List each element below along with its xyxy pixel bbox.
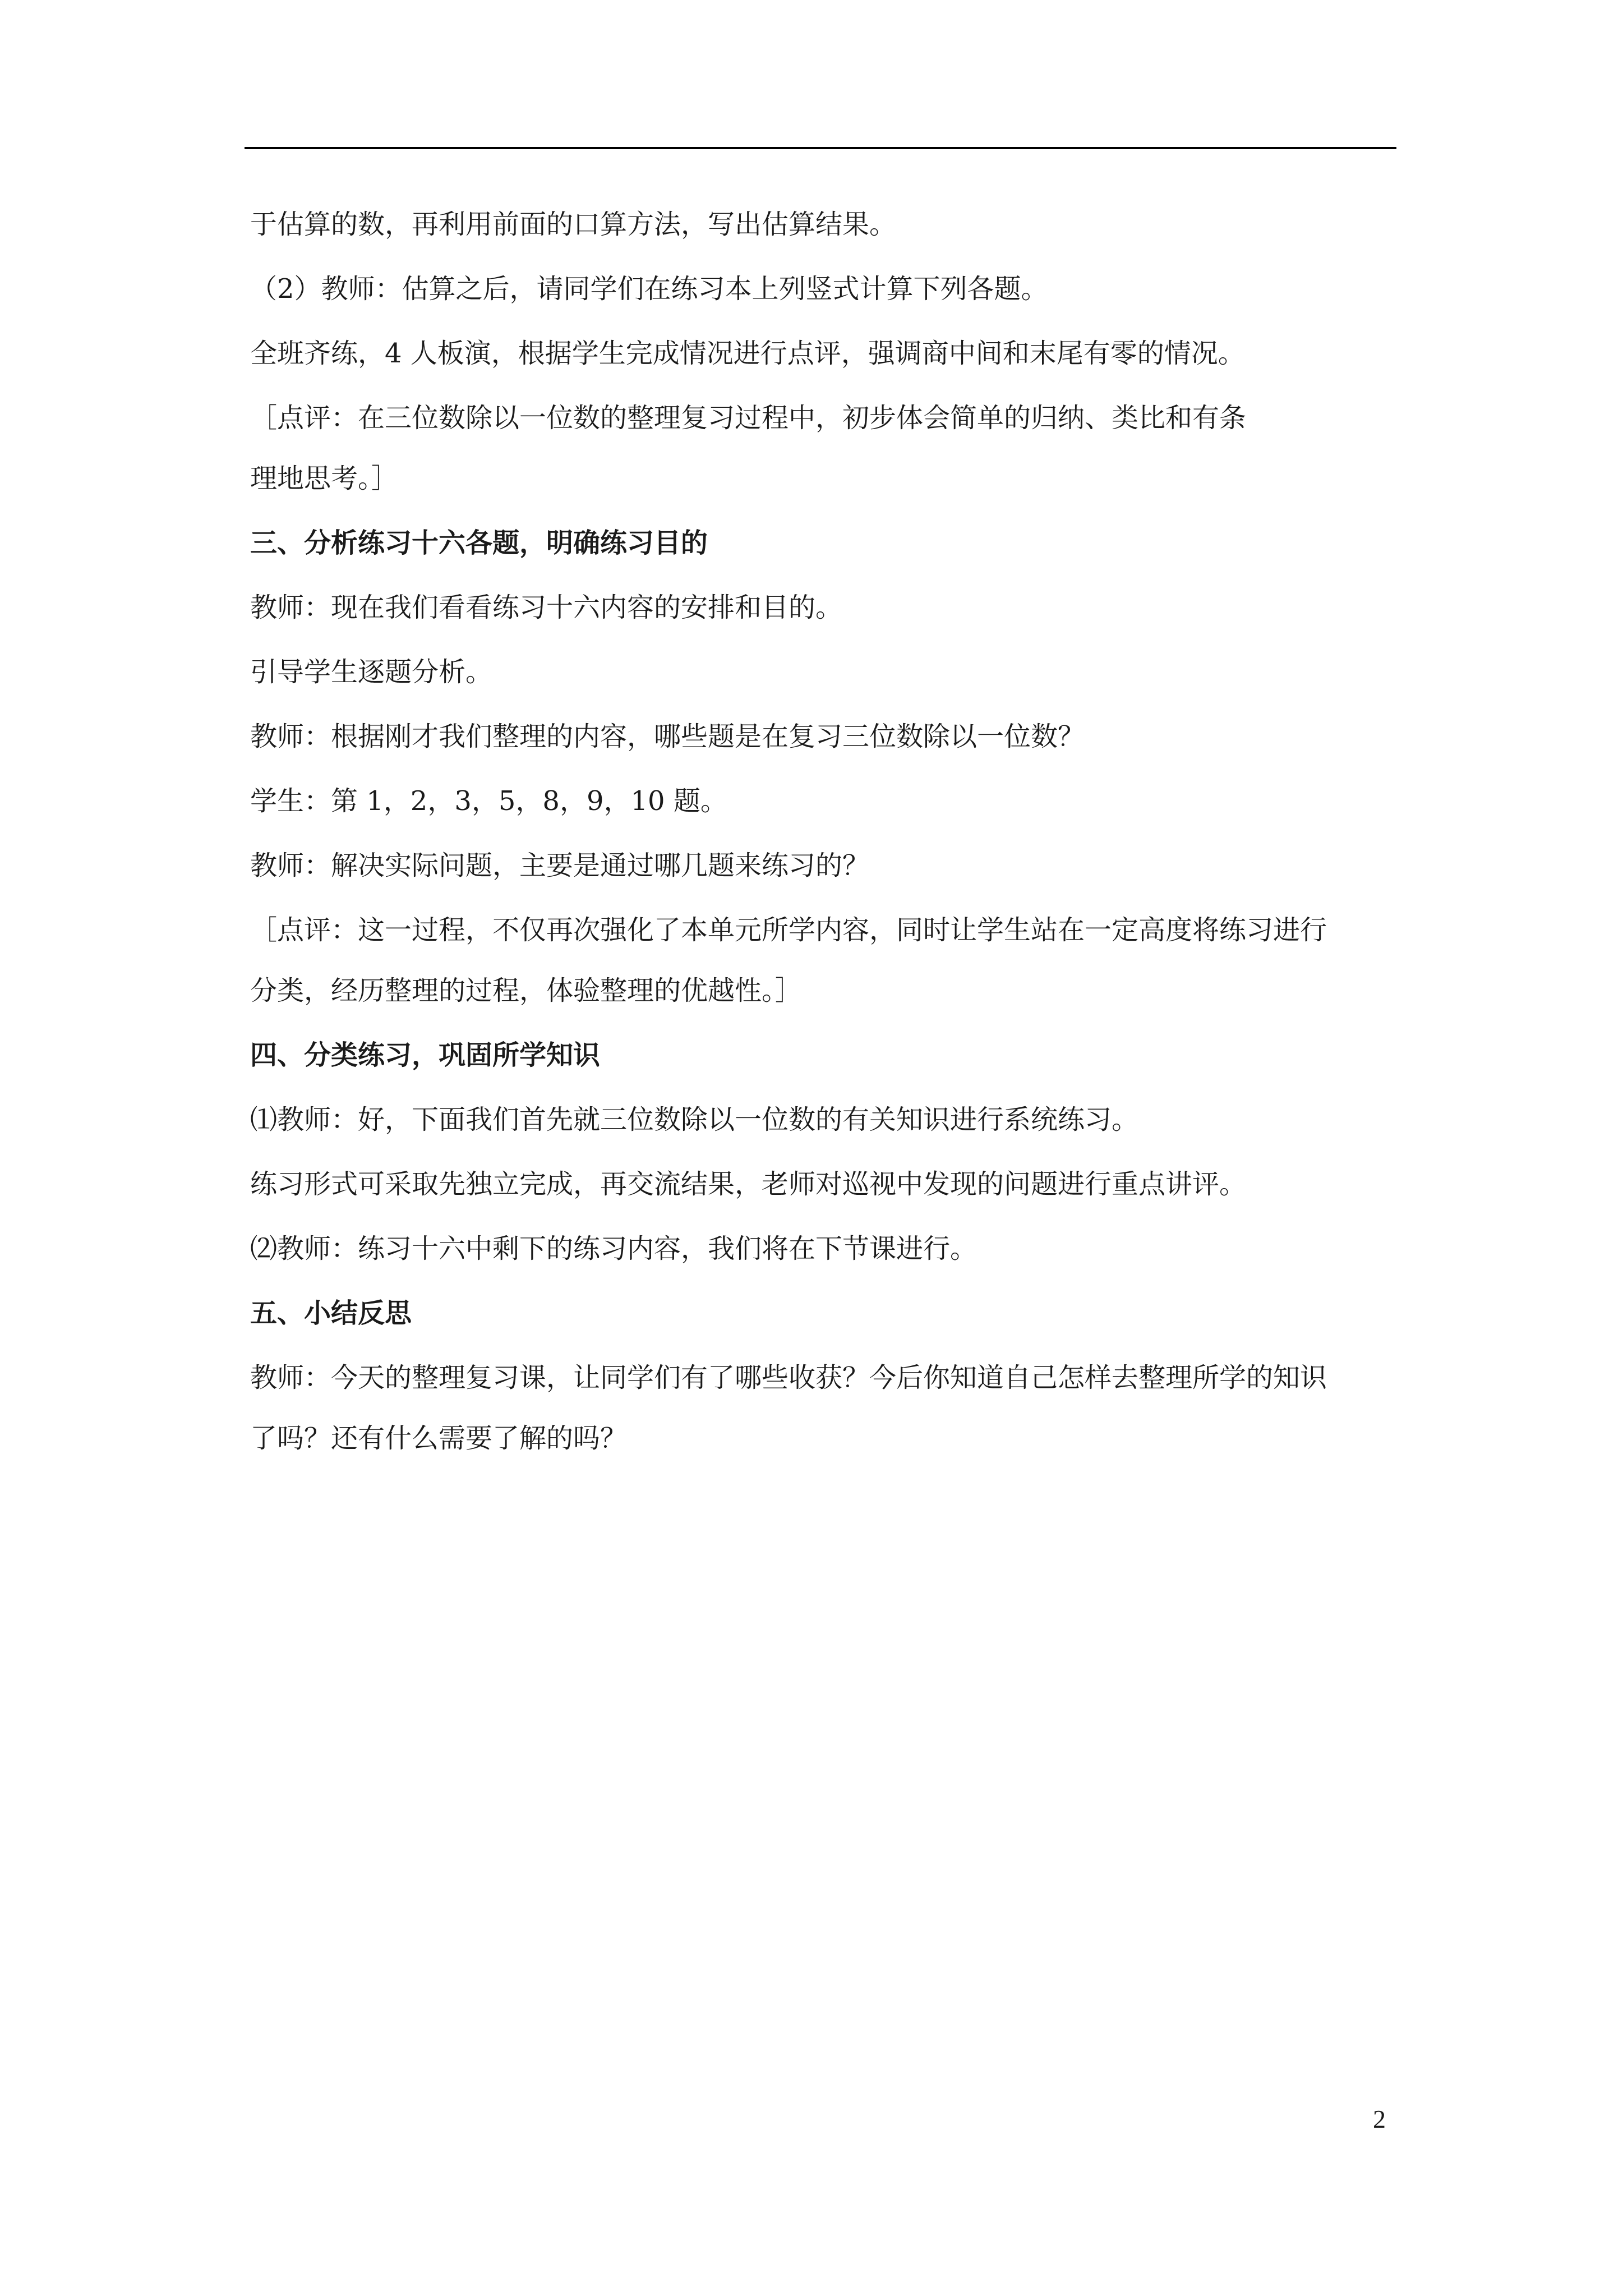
page-number: 2	[1373, 2105, 1386, 2133]
comment-line: 分类，经历整理的过程，体验整理的优越性。］	[250, 975, 803, 1006]
paragraph-line: 教师：解决实际问题，主要是通过哪几题来练习的？	[250, 850, 870, 881]
paragraph-line: 引导学生逐题分析。	[250, 656, 493, 688]
paragraph-line: 于估算的数，再利用前面的口算方法，写出估算结果。	[250, 209, 897, 240]
paragraph-line: （2）教师：估算之后，请同学们在练习本上列竖式计算下列各题。	[250, 273, 1048, 305]
section-heading: 四、分类练习，巩固所学知识	[250, 1039, 601, 1071]
comment-line: 理地思考。］	[250, 463, 399, 494]
paragraph-line: 教师：今天的整理复习课，让同学们有了哪些收获？今后你知道自己怎样去整理所学的知识	[250, 1362, 1327, 1393]
paragraph-line: 学生：第 1，2，3，5，8，9，10 题。	[250, 785, 727, 817]
comment-line: ［点评：这一过程，不仅再次强化了本单元所学内容，同时让学生站在一定高度将练习进行	[250, 914, 1327, 946]
paragraph-line: 全班齐练，4 人板演，根据学生完成情况进行点评，强调商中间和末尾有零的情况。	[250, 338, 1245, 369]
paragraph-line: 教师：现在我们看看练习十六内容的安排和目的。	[250, 592, 843, 623]
document-body	[250, 208, 1405, 1486]
comment-line: ［点评：在三位数除以一位数的整理复习过程中，初步体会简单的归纳、类比和有条	[250, 402, 1247, 434]
paragraph-line: 练习形式可采取先独立完成，再交流结果，老师对巡视中发现的问题进行重点讲评。	[250, 1168, 1247, 1200]
section-heading: 五、小结反思	[250, 1297, 412, 1329]
section-heading: 三、分析练习十六各题，明确练习目的	[250, 527, 708, 559]
paragraph-line: ⑵教师：练习十六中剩下的练习内容，我们将在下节课进行。	[250, 1233, 978, 1264]
paragraph-line: ⑴教师：好，下面我们首先就三位数除以一位数的有关知识进行系统练习。	[250, 1104, 1139, 1135]
paragraph-line: 教师：根据刚才我们整理的内容，哪些题是在复习三位数除以一位数？	[250, 721, 1085, 752]
paragraph-line: 了吗？还有什么需要了解的吗？	[250, 1423, 628, 1454]
header-rule	[245, 147, 1396, 149]
